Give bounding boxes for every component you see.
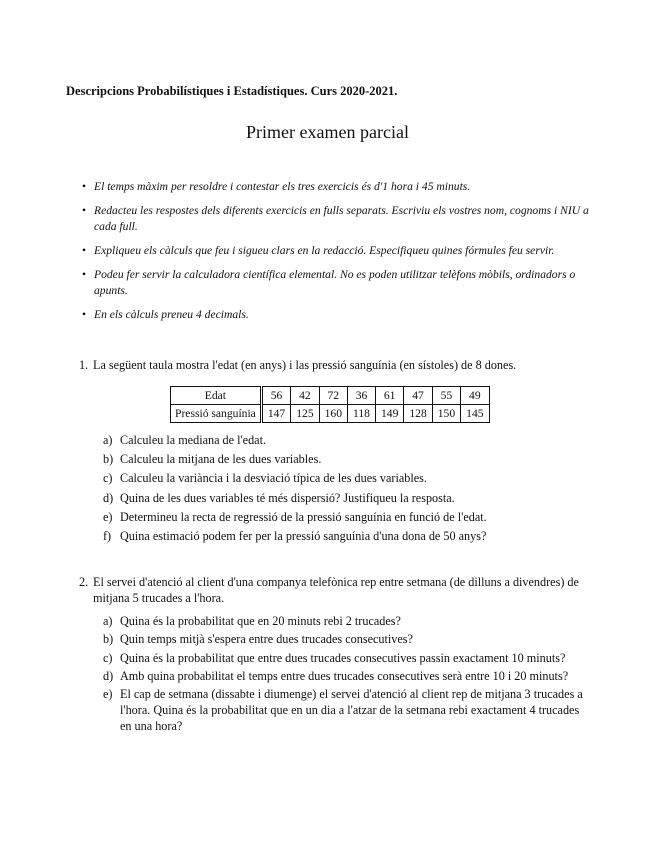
part-text: El cap de setmana (dissabte i diumenge) el servei d'atenció al client rep de mitjana 3 trucades a l'hora. Quina és la probabilitat que en un dia a l'atzar de la setmana rebi exactament 4 trucades en una hora? bbox=[120, 687, 583, 734]
part-text: Calculeu la mediana de l'edat. bbox=[120, 433, 267, 447]
table-cell: 55 bbox=[432, 387, 460, 405]
question-2-parts bbox=[103, 613, 593, 736]
instruction-item: • Podeu fer servir la calculadora científica elemental. No es poden utilitzar telèfons mòbils, ordinadors o apunts. bbox=[82, 267, 594, 298]
table-cell: 160 bbox=[319, 405, 347, 423]
question-part bbox=[103, 650, 593, 666]
course-header: Descripcions Probabilístiques i Estadístiques. Curs 2020-2021. bbox=[66, 84, 398, 98]
question-part bbox=[103, 490, 603, 506]
part-text: Quina de les dues variables té més dispersió? Justifiqueu la resposta. bbox=[120, 490, 455, 505]
instruction-item: • Redacteu les respostes dels diferents exercicis en fulls separats. Escriviu els vostres nom, cognoms i NIU a cada full. bbox=[82, 203, 594, 234]
question-part bbox=[103, 668, 593, 684]
table-cell: 145 bbox=[461, 405, 489, 423]
row-label: Pressió sanguínia bbox=[171, 405, 262, 423]
part-text: Determineu la recta de regressió de la pressió sanguínia en funció de l'edat. bbox=[120, 509, 487, 524]
part-label: d) bbox=[103, 668, 114, 683]
table-cell: 150 bbox=[432, 405, 460, 423]
part-text: Quina és la probabilitat que en 20 minuts rebi 2 trucades? bbox=[120, 614, 401, 628]
part-label: a) bbox=[103, 433, 113, 447]
question-part bbox=[103, 613, 593, 629]
table-cell: 49 bbox=[461, 387, 489, 405]
instruction-item: • Expliqueu els càlculs que feu i sigueu clars en la redacció. Especifiqueu quines fórmules feu servir. bbox=[82, 243, 594, 259]
part-text: Quina és la probabilitat que entre dues trucades consecutives passin exactament 10 minuts? bbox=[120, 650, 566, 665]
table-cell: 47 bbox=[404, 387, 432, 405]
part-text: Amb quina probabilitat el temps entre dues trucades consecutives serà entre 10 i 20 minuts? bbox=[120, 668, 569, 683]
table-cell: 56 bbox=[261, 387, 290, 405]
table-cell: 36 bbox=[348, 387, 376, 405]
question-part bbox=[103, 686, 593, 734]
part-label: c) bbox=[103, 650, 113, 665]
part-label: f) bbox=[103, 528, 112, 543]
table-cell: 118 bbox=[348, 405, 376, 423]
table-cell: 149 bbox=[375, 405, 403, 423]
question-part bbox=[103, 432, 603, 448]
row-label: Edat bbox=[171, 387, 262, 405]
instructions-list bbox=[82, 179, 594, 331]
question-1-parts bbox=[103, 432, 603, 547]
question-part bbox=[103, 470, 603, 486]
table-cell: 125 bbox=[291, 405, 319, 423]
part-text: Calculeu la mitjana de les dues variables. bbox=[120, 452, 322, 467]
part-label: e) bbox=[103, 687, 113, 702]
table-cell: 72 bbox=[319, 387, 347, 405]
table-cell: 61 bbox=[375, 387, 403, 405]
question-part bbox=[103, 509, 603, 525]
part-text: Quin temps mitjà s'espera entre dues trucades consecutives? bbox=[120, 632, 413, 647]
question-number: 1. bbox=[79, 358, 89, 372]
part-label: a) bbox=[103, 614, 113, 628]
part-text: Quina estimació podem fer per la pressió sanguínia d'una dona de 50 anys? bbox=[120, 528, 487, 543]
question-text: El servei d'atenció al client d'una companya telefònica rep entre setmana (de dilluns a divendres) de mitjana 5 trucades a l'hora. bbox=[93, 575, 579, 605]
table-cell: 128 bbox=[404, 405, 432, 423]
part-label: d) bbox=[103, 490, 114, 505]
question-part bbox=[103, 631, 593, 647]
question-part bbox=[103, 451, 603, 467]
question-part bbox=[103, 528, 603, 544]
table-row bbox=[171, 387, 490, 405]
data-table bbox=[170, 386, 490, 423]
part-label: e) bbox=[103, 509, 113, 524]
instruction-item: • En els càlculs preneu 4 decimals. bbox=[82, 307, 594, 323]
part-text: Calculeu la variància i la desviació típica de les dues variables. bbox=[120, 471, 427, 486]
exam-title: Primer examen parcial bbox=[246, 122, 409, 142]
question-number: 2. bbox=[79, 575, 89, 589]
part-label: b) bbox=[103, 452, 114, 467]
part-label: b) bbox=[103, 632, 114, 647]
instruction-item: • El temps màxim per resoldre i contestar els tres exercicis és d'1 hora i 45 minuts. bbox=[82, 179, 594, 195]
table-cell: 42 bbox=[291, 387, 319, 405]
table-row bbox=[171, 405, 490, 423]
part-label: c) bbox=[103, 471, 113, 486]
question-text: La següent taula mostra l'edat (en anys) i las pressió sanguínia (en sístoles) de 8 dones. bbox=[93, 358, 517, 372]
table-cell: 147 bbox=[261, 405, 290, 423]
